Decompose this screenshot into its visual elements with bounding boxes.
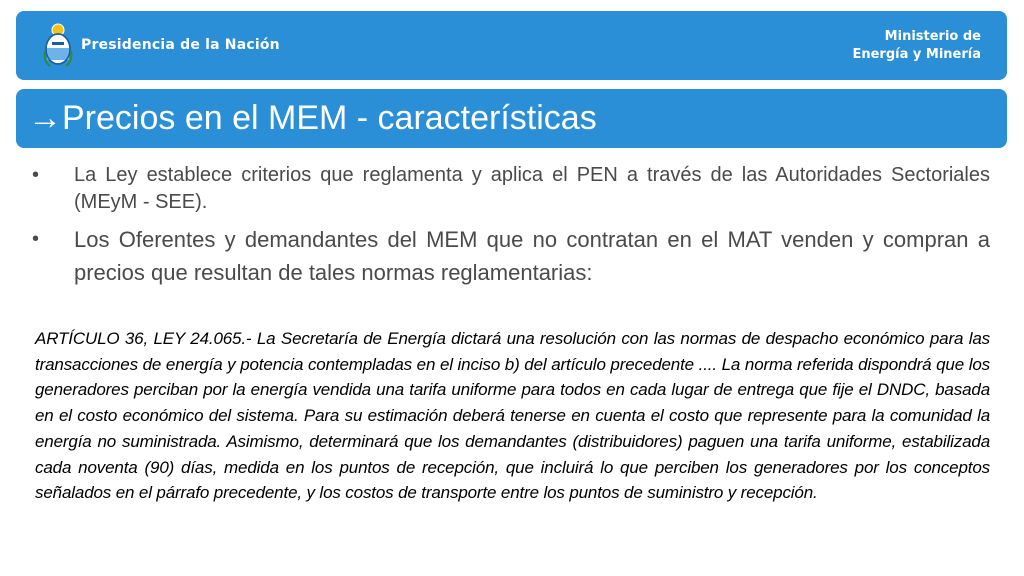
ministry-line-2: Energía y Minería: [852, 47, 981, 62]
bullet-list: [32, 162, 990, 296]
article-quote: ARTÍCULO 36, LEY 24.065.- La Secretaría de Energía dictará una resolución con las normas de despacho económico para las transacciones de energía y potencia contempladas en el inciso b) del artículo precedente .... La norma referida dispondrá que los generadores perciban por la energía vendida una tarifa uniforme para todos en cada lugar de entrega que fije el DNDC, basada en el costo económico del sistema. Para su estimación deberá tenerse en cuenta el costo que represente para la comunidad la energía no suministrada. Asimismo, determinará que los demandantes (distribuidores) paguen una tarifa uniforme, estabilizada cada noventa (90) días, medida en los puntos de recepción, que incluirá lo que perciben los generadores por los conceptos señalados en el párrafo precedente, y los costos de transporte entre los puntos de suministro y recepción.: [35, 329, 990, 503]
org-name: Presidencia de la Nación: [81, 37, 280, 53]
bullet-dot: •: [32, 228, 40, 250]
header-banner: [16, 11, 1007, 80]
title-bar: [16, 89, 1007, 148]
slide-title: →Precios en el MEM - características: [28, 99, 597, 137]
ministry-line-1: Ministerio de: [884, 29, 981, 44]
bullet-text: Los Oferentes y demandantes del MEM que no contratan en el MAT venden y compran a precios que resultan de tales normas reglamentarias:: [74, 227, 990, 285]
bullet-dot: •: [32, 164, 40, 186]
bullet-item: [32, 223, 990, 289]
coat-of-arms-icon: [42, 21, 74, 69]
bullet-item: [32, 162, 990, 216]
bullet-text: La Ley establece criterios que reglamenta y aplica el PEN a través de las Autoridades Sectoriales (MEyM - SEE).: [74, 164, 990, 213]
ministry-name: [852, 28, 981, 64]
